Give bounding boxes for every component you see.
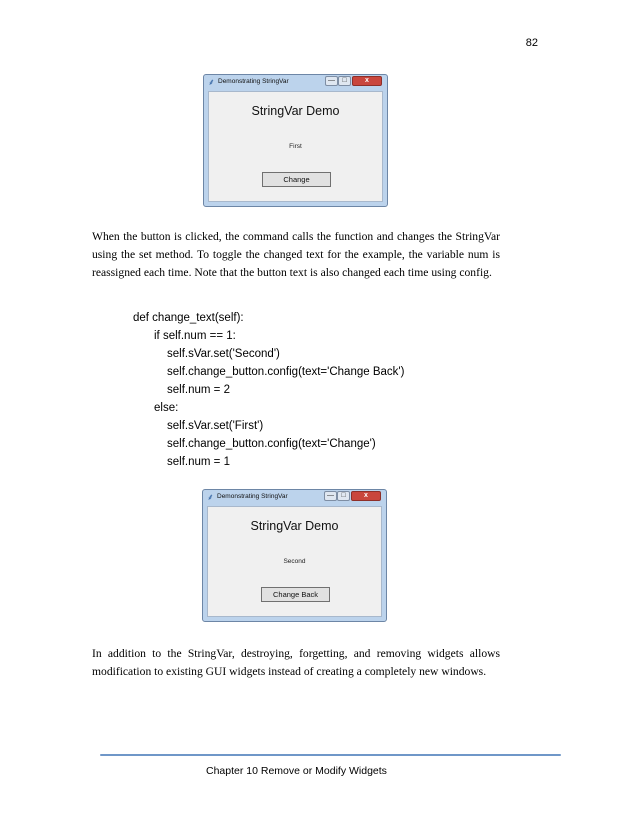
code-line: def change_text(self): <box>133 312 244 324</box>
code-line: self.num = 1 <box>167 456 230 468</box>
window-client-area <box>207 506 382 617</box>
paragraph-conclusion: In addition to the StringVar, destroying, forgetting, and removing widgets allows modification to existing GUI widgets instead of creating a completely new windows. <box>92 647 500 678</box>
code-line: self.num = 2 <box>167 384 230 396</box>
window-titlebar <box>204 75 387 90</box>
code-line: if self.num == 1: <box>154 330 236 342</box>
demo-heading: StringVar Demo <box>251 104 340 118</box>
code-line: self.sVar.set('Second') <box>167 348 280 360</box>
window-title: Demonstrating StringVar <box>218 78 289 85</box>
maximize-button[interactable]: □ <box>338 76 351 86</box>
window-titlebar <box>203 490 386 505</box>
code-line: self.change_button.config(text='Change') <box>167 438 376 450</box>
code-line: self.change_button.config(text='Change Back') <box>167 366 405 378</box>
paragraph-button-explanation: When the button is clicked, the command calls the function and changes the StringVar using the set method. To toggle the changed text for the example, the variable num is reassigned each time. Note that the button text is also changed each time using config. <box>92 230 500 279</box>
footer-divider <box>100 754 561 756</box>
screenshot-window-first <box>203 74 388 207</box>
window-client-area <box>208 91 383 202</box>
minimize-button[interactable]: — <box>325 76 338 86</box>
tk-feather-icon: ⸙ <box>208 77 215 87</box>
demo-heading: StringVar Demo <box>250 519 339 533</box>
maximize-button[interactable]: □ <box>337 491 350 501</box>
change-back-button[interactable]: Change Back <box>261 587 330 602</box>
change-button[interactable]: Change <box>262 172 331 187</box>
stringvar-label: Second <box>283 558 306 565</box>
code-line: self.sVar.set('First') <box>167 420 264 432</box>
tk-feather-icon: ⸙ <box>207 492 214 502</box>
footer-chapter-title: Chapter 10 Remove or Modify Widgets <box>206 765 387 777</box>
screenshot-window-second <box>202 489 387 622</box>
window-title: Demonstrating StringVar <box>217 493 288 500</box>
code-line: else: <box>154 402 179 414</box>
close-button[interactable]: x <box>351 491 381 501</box>
close-button[interactable]: x <box>352 76 382 86</box>
minimize-button[interactable]: — <box>324 491 337 501</box>
code-block <box>133 309 404 471</box>
stringvar-label: First <box>289 143 302 150</box>
page-number: 82 <box>525 37 538 49</box>
